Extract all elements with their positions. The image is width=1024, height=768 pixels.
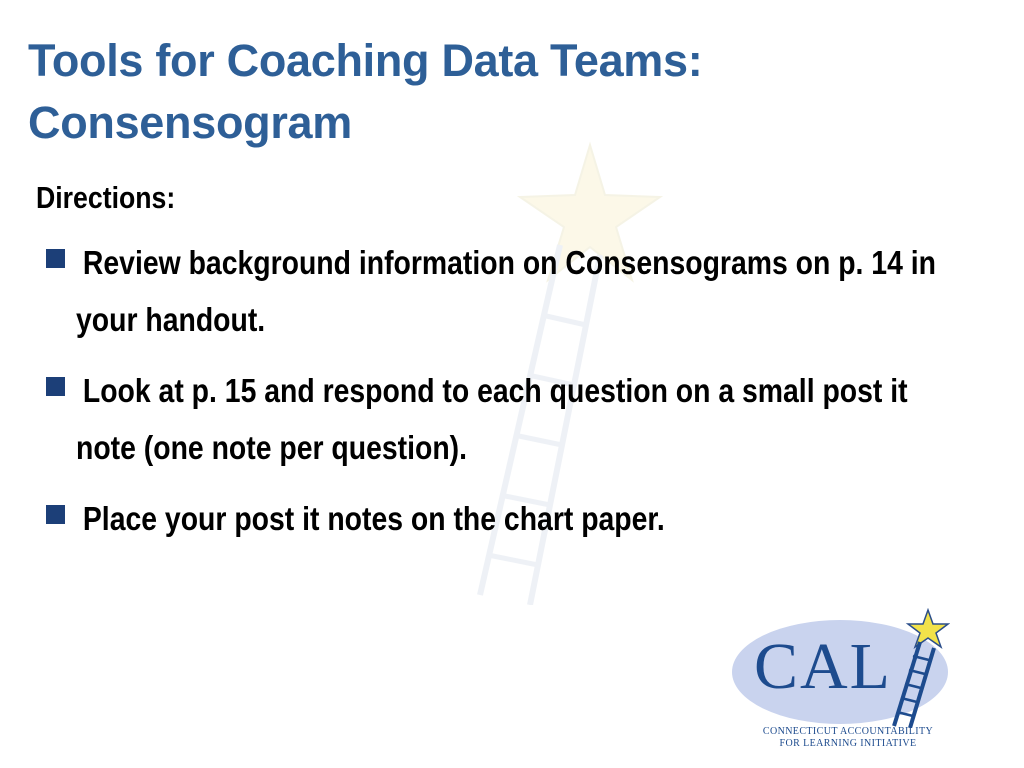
title-line-2: Consensogram [28,97,352,148]
title-line-1: Tools for Coaching Data Teams: [28,35,703,86]
logo-tagline-line-1: CONNECTICUT ACCOUNTABILITY [762,726,934,737]
bullet-item [36,234,966,348]
directions-label: Directions: [36,180,176,215]
bullet-text: Place your post it notes on the chart paper. [82,500,665,537]
bullet-list [36,234,966,547]
bullet-text: Review background information on Consensograms on p. 14 in your handout. [76,244,936,338]
bullet-item [36,362,966,476]
cali-logo [728,602,958,752]
logo-wordmark: CAL [754,630,892,703]
logo-tagline-line-2: FOR LEARNING INITIATIVE [779,738,917,749]
square-bullet-icon [46,249,65,268]
square-bullet-icon [46,505,65,524]
slide-body [36,176,966,561]
bullet-item [36,490,966,547]
bullet-text: Look at p. 15 and respond to each question on a small post it note (one note per question). [76,372,908,466]
square-bullet-icon [46,377,65,396]
star-ladder-icon [880,608,950,728]
slide-title [28,30,988,154]
